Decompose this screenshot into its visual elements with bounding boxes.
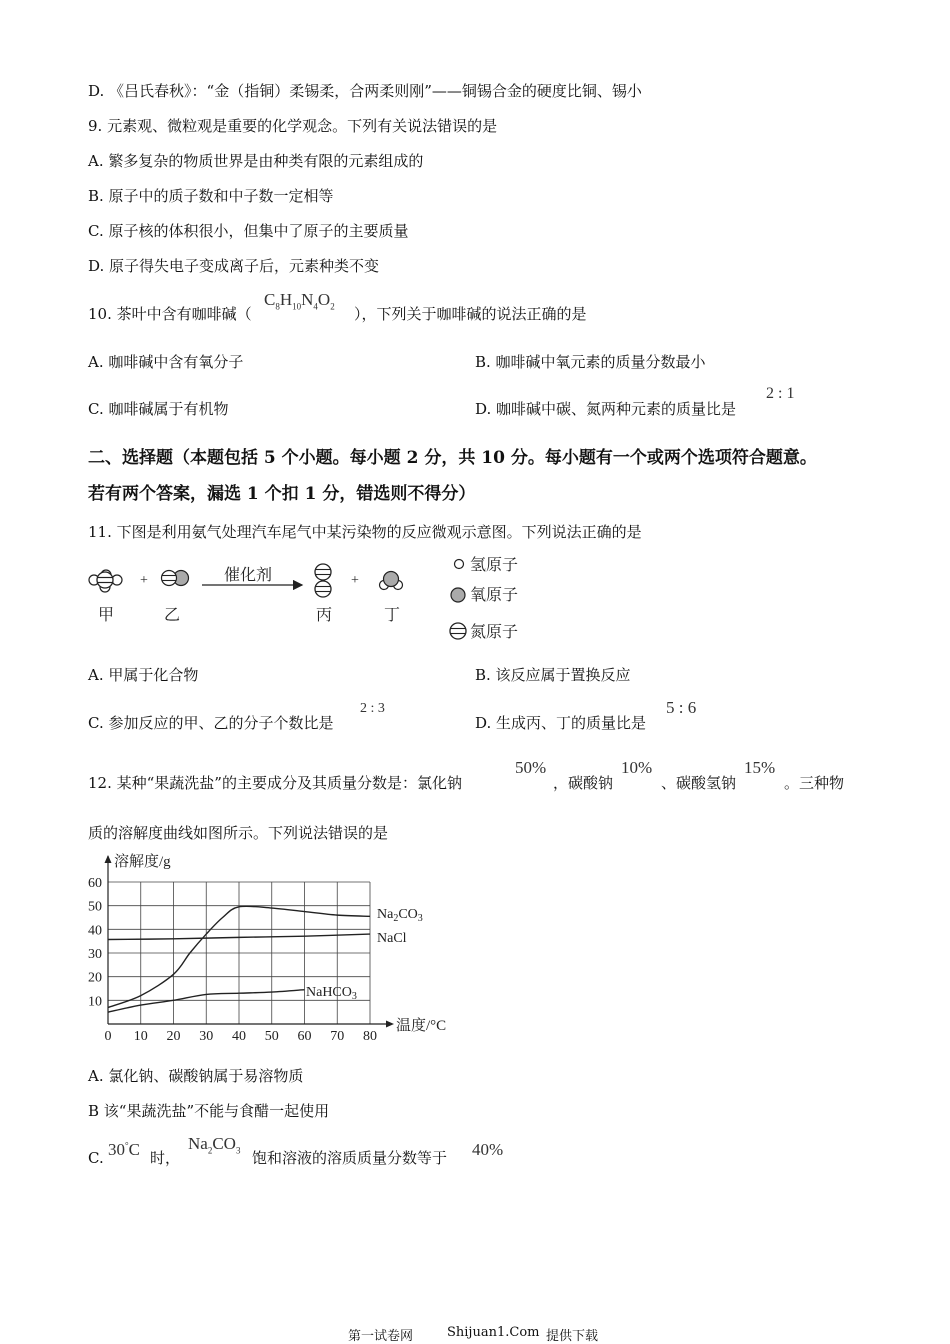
q9-stem: 9. 元素观、微粒观是重要的化学观念。下列有关说法错误的是 (88, 117, 498, 135)
q11-option-d: D. 生成丙、丁的质量比是 (475, 714, 647, 732)
q11-stem: 11. 下图是利用氨气处理汽车尾气中某污染物的反应微观示意图。下列说法正确的是 (88, 523, 642, 541)
x-tick-label: 30 (199, 1029, 214, 1044)
q12-stem-part4: 。三种物 (784, 774, 845, 792)
x-tick-label: 60 (297, 1029, 312, 1044)
ratio-10d: 2 : 1 (766, 385, 795, 402)
y-axis-label: 溶解度/g (114, 854, 171, 870)
q12-stem-line2: 质的溶解度曲线如图所示。下列说法错误的是 (88, 824, 389, 842)
q9-option-a: A. 繁多复杂的物质世界是由种类有限的元素组成的 (88, 152, 424, 170)
section2-heading-line2: 若有两个答案，漏选 1 个扣 1 分，错选则不得分） (88, 484, 476, 504)
q10-option-b: B. 咖啡碱中氧元素的质量分数最小 (475, 353, 706, 371)
y-tick-label: 60 (88, 876, 102, 891)
x-tick-label: 40 (232, 1029, 246, 1044)
series-label-nacl: NaCl (377, 931, 407, 946)
molecule-yi-no (162, 571, 189, 586)
q9-option-b: B. 原子中的质子数和中子数一定相等 (88, 187, 334, 205)
q12-option-b: B 该“果蔬洗盐”不能与食醋一起使用 (88, 1102, 330, 1120)
na2co3-formula: $Na_2CO_3$ (188, 1134, 241, 1156)
catalyst-label: 催化剂 (224, 567, 273, 584)
y-tick-label: 10 (88, 994, 102, 1010)
molecule-ding-h2o (380, 572, 403, 590)
x-tick-label: 10 (133, 1029, 148, 1044)
x-tick-label: 70 (330, 1029, 345, 1044)
caffeine-formula: $C_8H_{10}N_4O_2$ (264, 290, 335, 312)
molecule-bing-n2 (315, 564, 331, 597)
ratio-11c: 2 : 3 (360, 701, 385, 716)
pct-nahco3: 15% (744, 758, 776, 777)
q10-option-d: D. 咖啡碱中碳、氮两种元素的质量比是 (475, 400, 737, 418)
footer-download: 提供下载 (546, 1329, 599, 1344)
q11-option-c: C. 参加反应的甲、乙的分子个数比是 (88, 714, 334, 732)
series-label-nahco3: NaHCO$_3$ (306, 985, 357, 1002)
reaction-diagram (80, 548, 550, 648)
q9-option-c: C. 原子核的体积很小，但集中了原子的主要质量 (88, 222, 409, 240)
q12-option-a: A. 氯化钠、碳酸钠属于易溶物质 (88, 1067, 304, 1085)
legend-hydrogen-label: 氢原子 (470, 557, 519, 574)
y-tick-label: 30 (88, 947, 102, 962)
legend-oxygen-symbol (451, 588, 465, 602)
q9-option-d: D. 原子得失电子变成离子后，元素种类不变 (88, 257, 380, 275)
footer-site-name: 第一试卷网 (348, 1329, 414, 1344)
label-ding: 丁 (384, 607, 401, 624)
legend-nitrogen-label: 氮原子 (470, 624, 519, 641)
legend-hydrogen-symbol (455, 560, 464, 569)
x-tick-label: 20 (166, 1029, 181, 1044)
y-tick-label: 40 (88, 923, 102, 939)
q10-option-c: C. 咖啡碱属于有机物 (88, 400, 229, 418)
plus-sign-2: + (351, 573, 359, 588)
plus-sign-1: + (140, 573, 148, 588)
molecule-jia-nh3 (89, 570, 122, 592)
series-label-na2co3: $Na_2CO_3$ (377, 907, 423, 924)
legend-oxygen-label: 氧原子 (470, 587, 519, 604)
q12-stem-part2: ，碳酸钠 (553, 774, 614, 792)
label-yi: 乙 (164, 607, 181, 624)
q11-option-a: A. 甲属于化合物 (88, 666, 199, 684)
y-tick-label: 50 (88, 899, 102, 915)
q10-stem-prefix: 10. 茶叶中含有咖啡碱（ (88, 305, 252, 323)
q11-option-b: B. 该反应属于置换反应 (475, 666, 631, 684)
q12-option-c-suffix: 饱和溶液的溶质质量分数等于 (252, 1149, 448, 1167)
section2-heading-line1: 二、选择题（本题包括 5 个小题。每小题 2 分，共 10 分。每小题有一个或两个选项符合题意。 (88, 448, 817, 468)
q10-option-a: A. 咖啡碱中含有氧分子 (88, 353, 244, 371)
y-axis-arrow (105, 855, 112, 863)
x-axis-arrow (386, 1021, 394, 1028)
q12-stem-part1: 12. 某种“果蔬洗盐”的主要成分及其质量分数是：氯化钠 (88, 774, 462, 792)
x-axis-label: 温度/°C (396, 1018, 447, 1034)
q12-option-c-mid: 时， (150, 1149, 181, 1167)
ratio-11d: 5 : 6 (666, 698, 697, 717)
y-tick-label: 20 (88, 970, 102, 986)
label-jia: 甲 (98, 607, 115, 624)
legend-nitrogen-symbol (450, 623, 466, 639)
temp-30c: 30°C (108, 1140, 140, 1159)
pct-40: 40% (472, 1140, 504, 1159)
footer-domain[interactable]: Shijuan1.Com (447, 1325, 540, 1340)
q8-option-d: D. 《吕氏春秋》：“金（指铜）柔锡柔，合两柔则刚”——铜锡合金的硬度比铜、锡小 (88, 82, 642, 100)
q12-option-c-prefix: C. (88, 1149, 104, 1167)
x-tick-label: 0 (104, 1029, 112, 1044)
solubility-chart (80, 848, 480, 1048)
pct-na2co3: 10% (621, 758, 653, 777)
q12-stem-part3: 、碳酸氢钠 (661, 774, 737, 792)
pct-nacl: 50% (515, 758, 547, 777)
x-tick-label: 80 (363, 1029, 377, 1044)
label-bing: 丙 (316, 607, 333, 624)
x-tick-label: 50 (264, 1029, 279, 1044)
q10-stem-suffix: ），下列关于咖啡碱的说法正确的是 (354, 305, 587, 323)
